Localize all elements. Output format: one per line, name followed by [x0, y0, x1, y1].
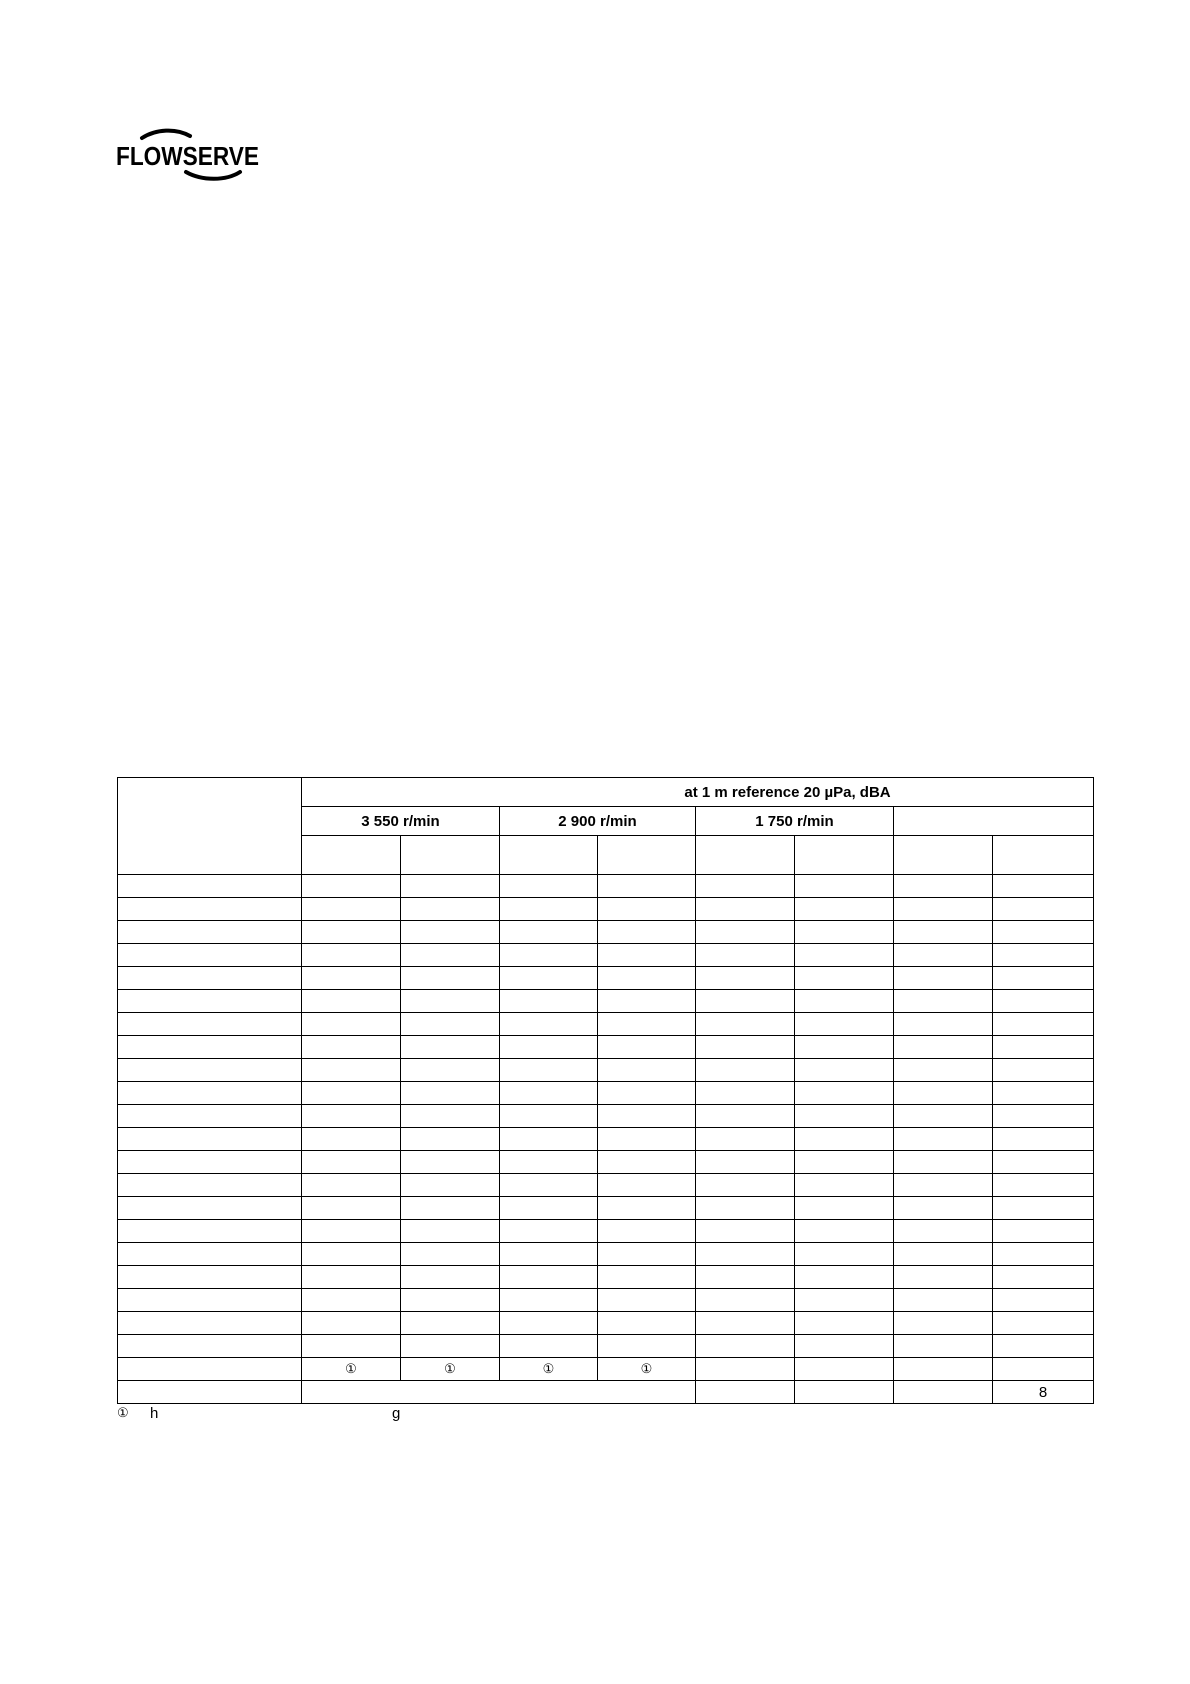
table-cell: [118, 1312, 302, 1335]
speed-header-2900: 2 900 r/min: [500, 807, 696, 836]
table-cell: [302, 875, 401, 898]
table-row: [118, 1197, 1094, 1220]
table-cell: [993, 1151, 1094, 1174]
sub-header-cell: [302, 836, 401, 875]
table-cell: [598, 1266, 696, 1289]
table-cell: [302, 1197, 401, 1220]
table-cell: [118, 1243, 302, 1266]
table-cell: [598, 1059, 696, 1082]
table-cell: [598, 921, 696, 944]
table-cell: [401, 967, 500, 990]
table-cell: [795, 967, 894, 990]
table-cell: [696, 1151, 795, 1174]
table-cell: [118, 1197, 302, 1220]
table-row: [118, 1335, 1094, 1358]
table-cell: [795, 875, 894, 898]
table-cell: [401, 1174, 500, 1197]
table-cell: [894, 1220, 993, 1243]
table-cell: [696, 1220, 795, 1243]
table-row: [118, 1220, 1094, 1243]
table-cell: [696, 1105, 795, 1128]
table-cell: [118, 1358, 302, 1381]
table-cell: [696, 921, 795, 944]
table-cell: [500, 1335, 598, 1358]
speed-header-blank: [894, 807, 1094, 836]
table-cell: [302, 1105, 401, 1128]
table-cell: [795, 1220, 894, 1243]
table-cell: [118, 1059, 302, 1082]
table-cell: [401, 1036, 500, 1059]
table-cell: [993, 1128, 1094, 1151]
table-cell: [894, 1243, 993, 1266]
table-cell: [993, 875, 1094, 898]
table-cell: [302, 1151, 401, 1174]
table-cell: [401, 1266, 500, 1289]
table-cell: [500, 1151, 598, 1174]
table-cell: [993, 944, 1094, 967]
table-cell: [302, 1082, 401, 1105]
table-cell: [696, 944, 795, 967]
flowserve-logo-graphic: [116, 128, 262, 184]
table-cell: [302, 921, 401, 944]
table-cell: [795, 898, 894, 921]
table-cell: [118, 967, 302, 990]
table-footnote: [117, 1405, 1093, 1427]
table-cell: [993, 1335, 1094, 1358]
table-cell: [598, 990, 696, 1013]
table-cell: [894, 1128, 993, 1151]
table-cell: [401, 1128, 500, 1151]
table-cell: [696, 990, 795, 1013]
footnote-mark-cell: ①: [302, 1358, 401, 1381]
table-cell: [118, 898, 302, 921]
table-cell: [993, 1059, 1094, 1082]
table-cell: [894, 1197, 993, 1220]
table-cell: [118, 944, 302, 967]
table-cell: [795, 1013, 894, 1036]
table-cell: [500, 875, 598, 898]
table-row: [118, 1013, 1094, 1036]
table-cell: [795, 1174, 894, 1197]
table-cell: [500, 921, 598, 944]
table-cell: [993, 1266, 1094, 1289]
table-cell: [118, 1105, 302, 1128]
table-cell: [401, 1335, 500, 1358]
footnote-mark-cell: ①: [598, 1358, 696, 1381]
table-cell: [795, 1036, 894, 1059]
table-cell: [118, 1082, 302, 1105]
table-cell: [598, 898, 696, 921]
table-cell: [401, 1289, 500, 1312]
table-cell: [598, 1013, 696, 1036]
sub-header-cell: [894, 836, 993, 875]
speed-header-3550: 3 550 r/min: [302, 807, 500, 836]
table-cell: [993, 967, 1094, 990]
table-row: [118, 990, 1094, 1013]
table-cell: [598, 1105, 696, 1128]
table-cell: [598, 1174, 696, 1197]
table-cell: [401, 875, 500, 898]
table-cell: [993, 1082, 1094, 1105]
table-cell: [500, 1289, 598, 1312]
table-cell: [302, 898, 401, 921]
table-cell: [401, 944, 500, 967]
table-cell: [894, 1266, 993, 1289]
table-cell: [894, 1358, 993, 1381]
noise-level-table-container: [117, 777, 1093, 1404]
table-cell: [302, 1128, 401, 1151]
table-cell: [894, 1059, 993, 1082]
table-cell: [795, 1289, 894, 1312]
table-cell: [118, 875, 302, 898]
table-cell: [302, 1013, 401, 1036]
table-cell: [894, 898, 993, 921]
logo-wordmark: FLOWSERVE: [116, 141, 259, 171]
table-cell: [118, 1174, 302, 1197]
table-cell: [993, 1220, 1094, 1243]
table-cell: [894, 1312, 993, 1335]
table-row: [118, 1266, 1094, 1289]
table-cell: [118, 1335, 302, 1358]
table-cell: [993, 1197, 1094, 1220]
table-cell: [894, 875, 993, 898]
table-cell: [993, 1358, 1094, 1381]
table-cell: [500, 1243, 598, 1266]
flowserve-logo: [116, 128, 262, 184]
table-cell: [500, 1266, 598, 1289]
table-cell: [795, 921, 894, 944]
table-row: [118, 1105, 1094, 1128]
table-cell: [696, 898, 795, 921]
table-row-footnoted: [118, 1358, 1094, 1381]
table-cell: [795, 1243, 894, 1266]
table-cell: [894, 967, 993, 990]
table-cell: [696, 875, 795, 898]
noise-level-table: [117, 777, 1094, 1404]
table-cell: [696, 1312, 795, 1335]
table-cell: [696, 1082, 795, 1105]
table-cell: [500, 898, 598, 921]
table-cell: [894, 1105, 993, 1128]
table-cell: [302, 1036, 401, 1059]
table-cell: [894, 1174, 993, 1197]
table-cell: [598, 1335, 696, 1358]
table-merged-cell: [302, 1381, 696, 1404]
table-cell: [894, 990, 993, 1013]
table-row: [118, 921, 1094, 944]
table-cell: [401, 898, 500, 921]
speed-header-1750: 1 750 r/min: [696, 807, 894, 836]
footnote-mark-cell: ①: [401, 1358, 500, 1381]
table-cell: [696, 1266, 795, 1289]
table-cell: [302, 967, 401, 990]
table-cell: [118, 1381, 302, 1404]
table-cell: [795, 1197, 894, 1220]
table-row: [118, 1036, 1094, 1059]
table-cell: [302, 1243, 401, 1266]
table-cell: [696, 1036, 795, 1059]
table-cell: [795, 1358, 894, 1381]
table-cell: [500, 990, 598, 1013]
table-cell: [993, 898, 1094, 921]
table-cell: [118, 1013, 302, 1036]
table-row: [118, 1174, 1094, 1197]
table-cell: [401, 921, 500, 944]
table-cell: [993, 1036, 1094, 1059]
table-row: [118, 898, 1094, 921]
table-cell: [993, 1312, 1094, 1335]
table-cell: [795, 1082, 894, 1105]
table-cell: [500, 1059, 598, 1082]
table-cell: [598, 1220, 696, 1243]
table-cell: [696, 1128, 795, 1151]
table-cell: [118, 921, 302, 944]
table-cell: [795, 1105, 894, 1128]
table-cell: [598, 967, 696, 990]
table-cell: [598, 1243, 696, 1266]
table-cell: [894, 1013, 993, 1036]
table-cell: [598, 1128, 696, 1151]
table-cell: [598, 1289, 696, 1312]
table-cell: [401, 1220, 500, 1243]
table-row: [118, 1289, 1094, 1312]
table-cell: [993, 921, 1094, 944]
table-cell: [500, 1128, 598, 1151]
table-cell: [302, 990, 401, 1013]
sub-header-cell: [993, 836, 1094, 875]
table-row: [118, 1059, 1094, 1082]
table-cell: [401, 1013, 500, 1036]
sub-header-cell: [598, 836, 696, 875]
table-cell: [302, 1289, 401, 1312]
sub-header-cell: [500, 836, 598, 875]
footnote-mark-cell: ①: [500, 1358, 598, 1381]
table-cell: [500, 1312, 598, 1335]
table-cell: [894, 1151, 993, 1174]
table-cell: [696, 1243, 795, 1266]
table-row-last: [118, 1381, 1094, 1404]
table-cell: [696, 1358, 795, 1381]
table-cell: [401, 1105, 500, 1128]
table-cell: [795, 990, 894, 1013]
footnote-text-g: g: [392, 1405, 401, 1422]
table-cell: [500, 1105, 598, 1128]
table-cell: [118, 1266, 302, 1289]
table-row: [118, 1243, 1094, 1266]
table-cell: [795, 1381, 894, 1404]
table-cell: [696, 1059, 795, 1082]
table-cell: [795, 944, 894, 967]
noise-header-main: at 1 m reference 20 µPa, dBA: [302, 778, 1094, 807]
table-cell: [401, 1059, 500, 1082]
footnote-mark: ①: [117, 1405, 129, 1420]
table-cell: [118, 1036, 302, 1059]
table-cell: [795, 1059, 894, 1082]
sub-header-cell: [696, 836, 795, 875]
table-cell: [118, 1151, 302, 1174]
table-cell: [500, 967, 598, 990]
table-cell: [500, 1082, 598, 1105]
table-cell: [696, 967, 795, 990]
table-cell: [118, 1289, 302, 1312]
sub-header-cell: [795, 836, 894, 875]
table-cell: [993, 1243, 1094, 1266]
table-cell: [118, 990, 302, 1013]
table-cell: [500, 944, 598, 967]
table-cell: [894, 1381, 993, 1404]
table-cell: [302, 1174, 401, 1197]
table-cell: [598, 1082, 696, 1105]
table-cell: [598, 1197, 696, 1220]
table-corner-cell: [118, 778, 302, 875]
table-cell: [993, 1013, 1094, 1036]
table-cell: [795, 1312, 894, 1335]
table-cell: [894, 1082, 993, 1105]
table-cell: [696, 1197, 795, 1220]
table-row: [118, 875, 1094, 898]
table-row: [118, 944, 1094, 967]
table-cell: [500, 1013, 598, 1036]
last-row-value: 8: [993, 1381, 1094, 1404]
table-cell: [598, 875, 696, 898]
table-cell: [401, 1082, 500, 1105]
table-cell: [302, 1220, 401, 1243]
table-row: [118, 1082, 1094, 1105]
table-cell: [598, 1151, 696, 1174]
table-cell: [696, 1335, 795, 1358]
table-cell: [894, 921, 993, 944]
table-header-row-1: [118, 778, 1094, 807]
footnote-text-h: h: [150, 1405, 159, 1422]
table-row: [118, 1151, 1094, 1174]
table-cell: [401, 1243, 500, 1266]
table-cell: [993, 990, 1094, 1013]
table-cell: [795, 1266, 894, 1289]
table-cell: [598, 1036, 696, 1059]
table-cell: [598, 1312, 696, 1335]
sub-header-cell: [401, 836, 500, 875]
table-cell: [696, 1289, 795, 1312]
table-cell: [696, 1174, 795, 1197]
table-cell: [795, 1335, 894, 1358]
table-cell: [302, 1059, 401, 1082]
table-cell: [302, 1312, 401, 1335]
table-cell: [401, 1197, 500, 1220]
table-cell: [302, 1335, 401, 1358]
table-cell: [993, 1105, 1094, 1128]
table-cell: [302, 944, 401, 967]
table-cell: [500, 1036, 598, 1059]
table-cell: [894, 944, 993, 967]
table-cell: [401, 1151, 500, 1174]
table-cell: [500, 1197, 598, 1220]
table-cell: [993, 1174, 1094, 1197]
table-cell: [401, 1312, 500, 1335]
table-cell: [894, 1335, 993, 1358]
table-cell: [500, 1220, 598, 1243]
table-cell: [894, 1289, 993, 1312]
table-row: [118, 1312, 1094, 1335]
table-cell: [500, 1174, 598, 1197]
table-row: [118, 1128, 1094, 1151]
table-row: [118, 967, 1094, 990]
table-cell: [993, 1289, 1094, 1312]
table-cell: [401, 990, 500, 1013]
table-cell: [302, 1266, 401, 1289]
table-cell: [894, 1036, 993, 1059]
table-cell: [118, 1220, 302, 1243]
table-cell: [795, 1128, 894, 1151]
table-cell: [118, 1128, 302, 1151]
table-cell: [795, 1151, 894, 1174]
table-cell: [696, 1381, 795, 1404]
table-cell: [598, 944, 696, 967]
table-cell: [696, 1013, 795, 1036]
